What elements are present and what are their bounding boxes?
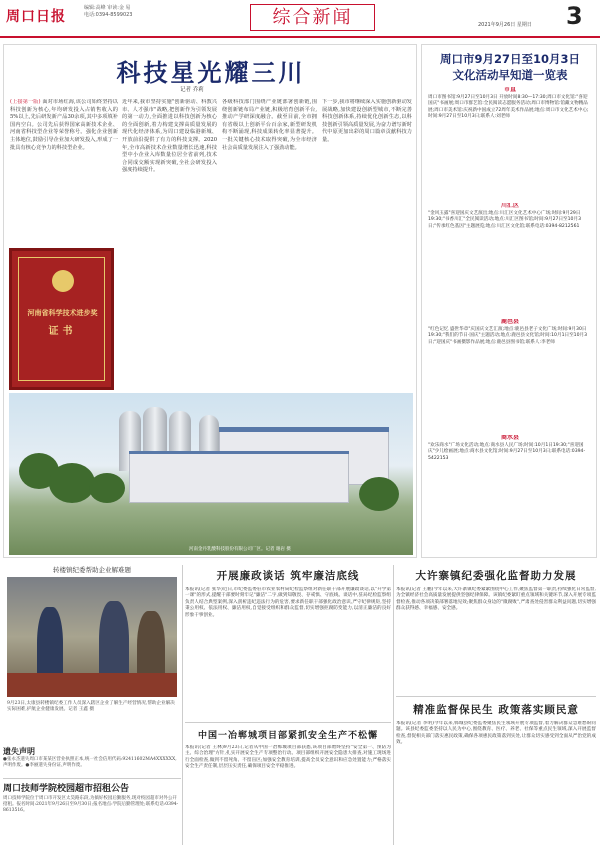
- schedule-section-body: "欢乐商水"广场文化活动;地点:商水县人民广场;时间:10月1日19:30;"喜迎国庆"少儿绘画展;地点:商水县文化馆;时间:9月27日至10月3日;联系电话:0394-5422153: [428, 442, 586, 461]
- right-article: [396, 702, 596, 846]
- culture-schedule-sidebar: [421, 44, 597, 558]
- feature-byline: 记者 乔莉: [180, 87, 204, 93]
- masthead: [0, 0, 600, 38]
- schedule-section: [428, 319, 592, 431]
- photo-story-caption: 9月23日,太康县转楼镇纪委工作人员深入辖区企业了解生产经营情况,帮助企业解决实际困难,护航企业健康发展。记者 王鑫 摄: [7, 701, 175, 713]
- schedule-section-body: "金风玉露"喜迎国庆文艺演出;地点:川汇区文化艺术中心广场;时间:9月29日19:30;"书香川汇"全民阅读活动;地点:川汇区图书馆;时间:9月27日至10月3日;"传承红色基因"主题展览;地点:川汇区文化馆;联系电话:0394-8212561: [428, 210, 581, 229]
- masthead-info: [84, 5, 204, 19]
- feature-column-4: 下一步,我市将继续深入实施创新驱动发展战略,加快建设创新型城市,不断完善科技创新体系,持续优化创新生态,以科技创新引领高质量发展,为奋力谱写新时代中原更加出彩的周口篇章贡献科技力量。: [322, 99, 412, 143]
- sidebar-title-line2: 文化活动早知道一览表: [452, 68, 568, 82]
- feature-lead: (上接第一版): [10, 99, 41, 105]
- certificate-subtitle: 证书: [48, 326, 77, 337]
- schedule-section-name: 川汇区: [500, 203, 519, 209]
- newspaper-logo: 周口日报: [6, 9, 66, 25]
- article-divider: [185, 722, 391, 723]
- schedule-section-body: "红色记忆 盛世华章"庆国庆文艺汇演;地点:鹿邑县老子文化广场;时间:9月30日19:30;"我们的节日·国庆"主题活动;地点:鹿邑县文化馆;时间:10月1日至10月3日;"迎国庆"书画摄影作品展;地点:鹿邑县图书馆;联系人:李老师: [428, 326, 588, 345]
- issue-date: 2021年9月26日 星期日: [478, 22, 532, 28]
- right-article: [396, 568, 596, 702]
- masthead-phone: 电话:0394-8599023: [84, 12, 133, 18]
- mid-article-title: 开展廉政谈话 筑牢廉洁底线: [216, 570, 360, 582]
- column-divider: [182, 565, 183, 845]
- feature-headline: 科技星光耀三川: [116, 58, 306, 87]
- factory-photo-caption: 河南金丹乳酸科技股份有限公司厂区。记者 谢岩 摄: [189, 547, 291, 552]
- lost-notice-body: ●张永杰遗失周口市某某区营业执照正本,统一社会信用代码:92411602MA4XXXXXX,声明作废。●李丽遗失身份证,声明作废。: [3, 757, 177, 768]
- page-number: 3: [566, 2, 583, 30]
- right-article-body: 本报讯(记者 王鹏)今年以来,大许寨镇纪委紧紧围绕中心工作,聚焦监督第一职责,持续强化日常监督,为全镇经济社会高质量发展提供坚强纪律保障。该镇纪委紧盯重点领域和关键环节,深入开展专项监督检查,推动各项决策部署落地见效;聚焦群众身边的"微腐败",严肃查处侵害群众利益问题,切实增强群众获得感、幸福感、安全感。: [396, 587, 596, 612]
- certificate-image: [9, 248, 114, 390]
- factory-photo: [9, 393, 413, 555]
- national-emblem-icon: [52, 270, 74, 292]
- mid-article-title: 中国一冶郸城项目部紧抓安全生产不松懈: [197, 731, 378, 741]
- lost-notice-title: 遗失声明: [3, 747, 35, 756]
- masthead-editor: 编辑:高峰 审读:金 易: [84, 5, 131, 11]
- schedule-section-name: 鹿邑县: [500, 319, 519, 325]
- schedule-section: [428, 203, 592, 315]
- right-article-body: 本报讯(记者 李明)今年以来,郸城县纪委监委聚焦民生领域开展专项监督,着力解决群众急难愁盼问题。该县纪委监委坚持以人民为中心,围绕教育、医疗、养老、社保等重点民生领域,深入开展监督检查,督促相关部门落实惠民政策,确保各项惠民政策落到实处,让群众切实感受到全面从严治党的成效。: [396, 721, 596, 746]
- column-divider: [393, 565, 394, 845]
- schedule-section: [428, 87, 592, 199]
- schedule-section-name: 商水县: [500, 435, 519, 441]
- schedule-section-name: 市直: [503, 87, 516, 93]
- photo-story-image: [7, 577, 177, 697]
- mid-article: [185, 728, 391, 845]
- photo-story: [3, 565, 181, 743]
- lost-notice: [3, 746, 181, 774]
- feature-article: [3, 44, 417, 558]
- schedule-section: [428, 435, 592, 553]
- photo-story-title: 转楼镇纪委帮助企业解难题: [53, 566, 131, 574]
- mid-article-body: 本报讯(记者 王林)9月23日,记者从中国一冶郸城项目部获悉,该项目部始终坚持"安全第一、预防为主、综合治理"方针,扎实开展安全生产专项整治行动。项目部组织开展安全隐患大排查,对施工现场进行全面检查,做到不留死角、不留盲区;加强安全教育培训,提高全员安全意识和应急处置能力;严格落实安全生产责任制,层层压实责任,确保项目安全平稳推进。: [185, 745, 391, 770]
- feature-column-2: 近年来,我市坚持实施"创新驱动、科教兴市、人才强市"战略,把创新作为引领发展的第一动力,全面推进以科技创新为核心的全面创新,着力构建支撑高质量发展的现代化经济体系,为周口建设临港新城、开放前沿提供了有力的科技支撑。2020年,全市高新技术企业数量增长迅速,科技型中小企业入库数量位居全省前列,技术合同成交额实现新突破,全社会研发投入强度持续提升。: [122, 99, 217, 174]
- sidebar-title-line1: 周口市9月27日至10月3日: [439, 52, 580, 66]
- article-divider: [396, 696, 596, 697]
- certificate-title: 河南省科学技术进步奖: [27, 308, 98, 317]
- schedule-section-body: 周口市图书馆:9月27日至10月3日 开放时间8:30—17:30;周口市文化馆:"喜迎国庆"书画展;周口市群艺馆:全民阅读志愿服务活动;周口市博物馆:馆藏文物精品展;周口市美术馆:庆祝新中国成立72周年美术作品展;地点:周口市文化艺术中心;时间:9月27日至10月3日;联系人:刘老师: [428, 94, 589, 120]
- right-article-title: 精准监督保民生 政策落实顾民意: [413, 704, 579, 716]
- feature-column-3: 各级科技部门围绕产业链部署创新链,围绕创新链布局产业链,积极培育创新平台,推动产学研深度融合。截至目前,全市拥有省级以上创新平台百余家,新型研发机构不断涌现,科技成果转化率显著提升。一批关键核心技术取得突破,为全市经济社会高质量发展注入了强劲动能。: [222, 99, 317, 151]
- feature-col1-text: 面对市场红海,该公司始终坚持以科技创新为核心,年均研发投入占销售收入的5%以上,先后研发新产品30余项,其中多项填补国内空白。公司先后获得国家高新技术企业、河南省科技型企业等荣誉称号。强化企业创新主体地位,鼓励引导企业加大研发投入,形成了一批具有核心竞争力的科技型企业。: [10, 99, 118, 151]
- rental-notice-title: 周口技师学院校园超市招租公告: [3, 784, 130, 794]
- rental-notice: [3, 778, 181, 844]
- mid-article: [185, 568, 391, 732]
- right-article-title: 大许寨镇纪委强化监督助力发展: [415, 570, 577, 582]
- rental-notice-body: 周口技师学院位于周口市开发区太昊路东段,为搞好校园后勤服务,现对校园超市对外公开招租。报名时间:2021年9月26日至9月30日;报名地点:学院后勤管理处;联系电话:0394-8613516。: [3, 796, 179, 813]
- section-title: 综合新闻: [250, 4, 375, 31]
- mid-article-body: 本报讯(记者 张华)近日,市纪委监委驻市农业农村局纪检监察组对新任职干部开展廉政谈话,以"开学第一课"的形式,提醒干部要时刻牢记"廉洁"二字,做到知敬畏、存戒惧、守底线。谈话中,驻局纪检监察组负责人结合典型案例,深入剖析违纪违法行为的危害,要求新任职干部强化政治意识,严守纪律规矩,坚持秉公用权、依法用权、廉洁用权,自觉接受组织和群众监督,切实增强拒腐防变能力,以清正廉洁的良好形象干事创业。: [185, 587, 391, 618]
